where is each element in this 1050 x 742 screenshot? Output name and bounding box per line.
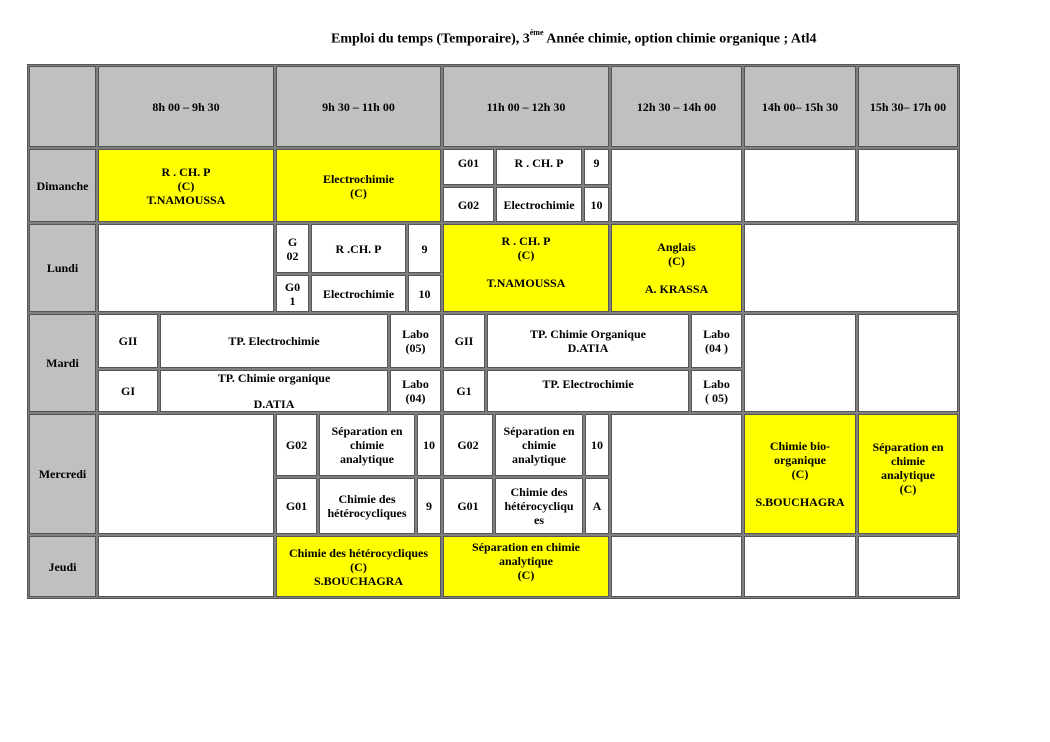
room-cell: 9 (584, 149, 609, 185)
course-heterocycliques-jeudi: Chimie des hétérocycliques (C) S.BOUCHAGRA (276, 536, 441, 597)
empty-cell (98, 224, 274, 312)
room-cell: 10 (408, 275, 441, 312)
header-slot-1: 8h 00 – 9h 30 (98, 66, 274, 147)
day-lundi: Lundi (29, 224, 96, 312)
empty-cell (98, 414, 274, 534)
empty-cell (611, 536, 742, 597)
group-label: G02 (276, 414, 317, 476)
course-cell: Chimie des hétérocycliqu es (495, 478, 583, 534)
header-slot-5: 14h 00– 15h 30 (744, 66, 856, 147)
course-rchp-lundi: R . CH. P (C) T.NAMOUSSA (443, 224, 609, 312)
group-label: G 02 (276, 224, 309, 273)
empty-cell (858, 536, 958, 597)
room-cell: 10 (584, 187, 609, 222)
group-label: G01 (443, 149, 494, 185)
title-superscript: éme (529, 28, 544, 37)
group-label: GII (443, 314, 485, 368)
empty-cell (98, 536, 274, 597)
course-separation-mercredi: Séparation en chimie analytique (C) (858, 414, 958, 534)
group-label: GI (98, 370, 158, 412)
room-cell: Labo (05) (390, 314, 441, 368)
header-slot-3: 11h 00 – 12h 30 (443, 66, 609, 147)
day-mardi: Mardi (29, 314, 96, 412)
course-separation-jeudi: Séparation en chimie analytique (C) (443, 536, 609, 597)
room-cell: Labo ( 05) (691, 370, 742, 412)
empty-cell (744, 149, 856, 222)
day-jeudi: Jeudi (29, 536, 96, 597)
group-label: G1 (443, 370, 485, 412)
day-mercredi: Mercredi (29, 414, 96, 534)
group-label: G01 (443, 478, 493, 534)
course-cell: Electrochimie (311, 275, 406, 312)
course-chimie-bio-organique: Chimie bio- organique (C) S.BOUCHAGRA (744, 414, 856, 534)
room-cell: 10 (585, 414, 609, 476)
course-cell: R . CH. P (496, 149, 582, 185)
course-cell: Séparation en chimie analytique (495, 414, 583, 476)
course-cell: TP. Electrochimie (487, 370, 689, 412)
group-label: G01 (276, 478, 317, 534)
course-rchp-dimanche: R . CH. P (C) T.NAMOUSSA (98, 149, 274, 222)
empty-cell (858, 149, 958, 222)
title-text: Emploi du temps (Temporaire), 3 (331, 31, 530, 47)
room-cell: 9 (408, 224, 441, 273)
empty-cell (858, 314, 958, 412)
empty-cell (611, 149, 742, 222)
empty-cell (744, 314, 856, 412)
header-slot-2: 9h 30 – 11h 00 (276, 66, 441, 147)
course-anglais-lundi: Anglais (C) A. KRASSA (611, 224, 742, 312)
course-cell: R .CH. P (311, 224, 406, 273)
title-text-end: Année chimie, option chimie organique ; Atl4 (543, 31, 817, 47)
room-cell: Labo (04) (390, 370, 441, 412)
course-cell: TP. Chimie organique D.ATIA (160, 370, 388, 412)
empty-cell (744, 536, 856, 597)
course-cell: TP. Electrochimie (160, 314, 388, 368)
day-dimanche: Dimanche (29, 149, 96, 222)
course-cell: TP. Chimie Organique D.ATIA (487, 314, 689, 368)
course-cell: Séparation en chimie analytique (319, 414, 415, 476)
group-label: G0 1 (276, 275, 309, 312)
room-cell: Labo (04 ) (691, 314, 742, 368)
group-label: GII (98, 314, 158, 368)
room-cell: 10 (417, 414, 441, 476)
header-slot-6: 15h 30– 17h 00 (858, 66, 958, 147)
course-cell: Electrochimie (496, 187, 582, 222)
empty-cell (611, 414, 742, 534)
group-label: G02 (443, 414, 493, 476)
page-title (331, 30, 817, 48)
header-slot-4: 12h 30 – 14h 00 (611, 66, 742, 147)
course-electrochimie-dimanche: Electrochimie (C) (276, 149, 441, 222)
empty-cell (744, 224, 958, 312)
room-cell: A (585, 478, 609, 534)
corner-cell (29, 66, 96, 147)
room-cell: 9 (417, 478, 441, 534)
course-cell: Chimie des hétérocycliques (319, 478, 415, 534)
group-label: G02 (443, 187, 494, 222)
